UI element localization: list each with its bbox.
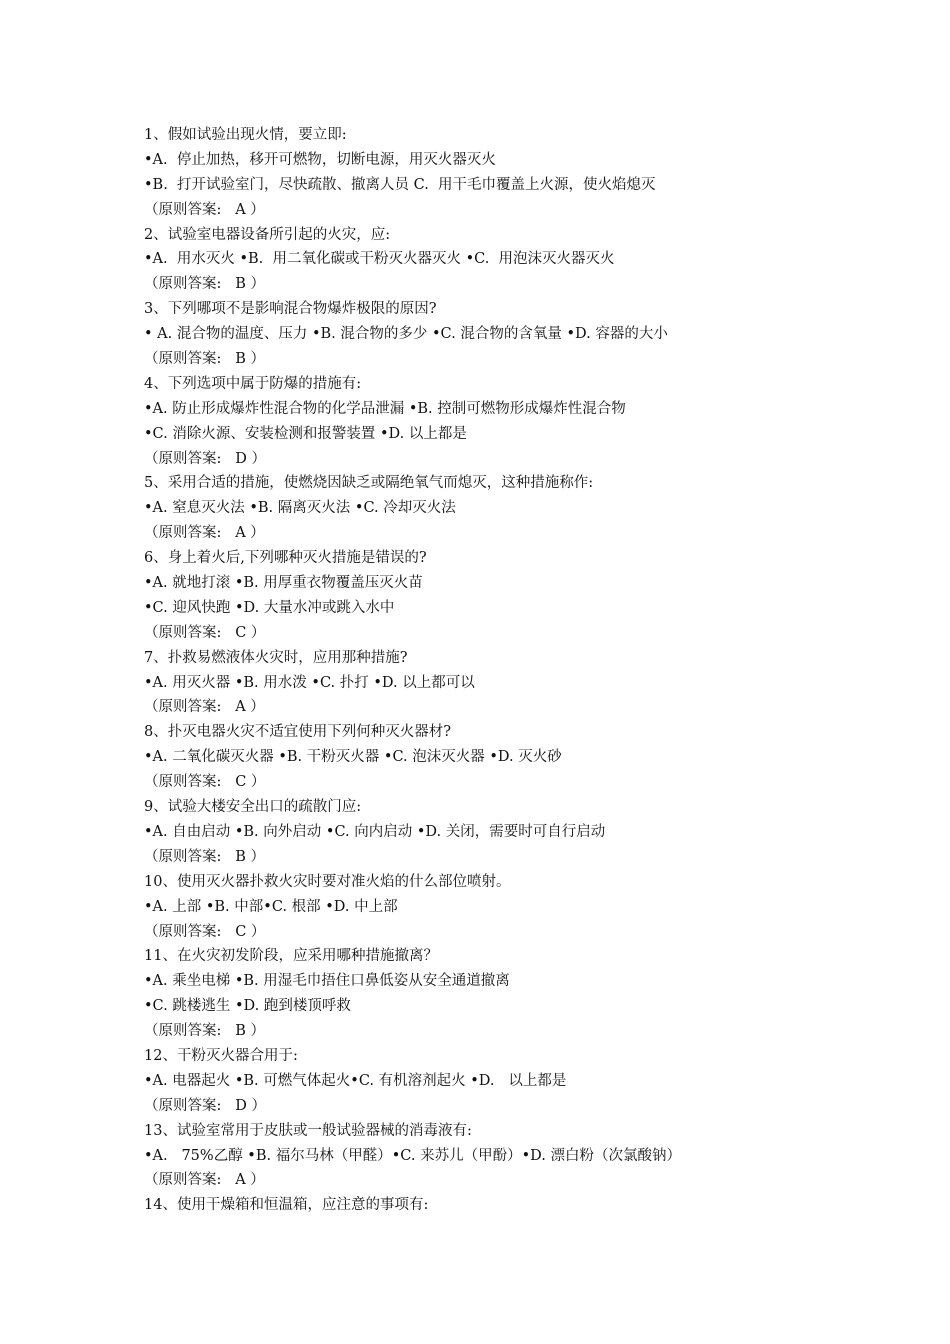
question-11-answer: （原则答案: B ） [144, 1023, 265, 1040]
question-3-options: • A. 混合物的温度、压力 •B. 混合物的多少 •C. 混合物的含氧量 •D. 容器的大小 [144, 326, 668, 343]
question-13-answer: （原则答案: A ） [144, 1172, 265, 1189]
question-5-answer: （原则答案: A ） [144, 525, 265, 542]
question-6-answer: （原则答案: C ） [144, 624, 266, 641]
question-4-options-a-b: •A. 防止形成爆炸性混合物的化学品泄漏 •B. 控制可燃物形成爆炸性混合物 [144, 400, 626, 417]
question-1-answer: （原则答案: A ） [144, 201, 265, 218]
quiz-content [144, 123, 844, 1218]
question-11: 11、在火灾初发阶段，应采用哪种措施撤离？ [144, 948, 438, 965]
question-8-answer: （原则答案: C ） [144, 774, 266, 791]
question-9: 9、试验大楼安全出口的疏散门应: [144, 799, 362, 816]
question-12-options: •A. 电器起火 •B. 可燃气体起火•C. 有机溶剂起火 •D. 以上都是 [144, 1072, 567, 1089]
question-7-answer: （原则答案: A ） [144, 699, 265, 716]
question-4-answer: （原则答案: D ） [144, 450, 266, 467]
question-7-options: •A. 用灭火器 •B. 用水泼 •C. 扑打 •D. 以上都可以 [144, 674, 475, 691]
question-4-options-c-d: •C. 消除火源、安装检测和报警装置 •D. 以上都是 [144, 425, 467, 442]
question-7: 7、扑救易燃液体火灾时，应用那种措施? [144, 649, 408, 666]
question-4: 4、下列选项中属于防爆的措施有: [144, 375, 362, 392]
question-1: 1、假如试验出现火情，要立即: [144, 127, 347, 143]
question-13: 13、试验室常用于皮肤或一般试验器械的消毒液有: [144, 1122, 472, 1139]
question-10: 10、使用灭火器扑救火灾时要对准火焰的什么部位喷射。 [144, 873, 511, 890]
question-14: 14、使用干燥箱和恒温箱，应注意的事项有: [144, 1197, 429, 1214]
question-3: 3、下列哪项不是影响混合物爆炸极限的原因? [144, 301, 437, 318]
question-13-options: •A. 75%乙醇 •B. 福尔马林（甲醛）•C. 来苏儿（甲酚）•D. 漂白粉（次氯酸钠） [144, 1147, 681, 1164]
question-6-options-a-b: •A. 就地打滚 •B. 用厚重衣物覆盖压灭火苗 [144, 575, 423, 592]
question-8-options: •A. 二氧化碳灭火器 •B. 干粉灭火器 •C. 泡沫灭火器 •D. 灭火砂 [144, 749, 562, 766]
question-3-answer: （原则答案: B ） [144, 351, 265, 368]
question-1-option-a: •A. 停止加热，移开可燃物，切断电源，用灭火器灭火 [144, 151, 496, 168]
question-8: 8、扑灭电器火灾不适宜使用下列何种灭火器材? [144, 724, 451, 741]
question-10-options: •A. 上部 •B. 中部•C. 根部 •D. 中上部 [144, 898, 398, 915]
question-9-answer: （原则答案: B ） [144, 848, 265, 865]
question-12: 12、干粉灭火器合用于: [144, 1047, 298, 1064]
question-9-options: •A. 自由启动 •B. 向外启动 •C. 向内启动 •D. 关闭，需要时可自行启动 [144, 823, 606, 840]
question-10-answer: （原则答案: C ） [144, 923, 266, 940]
question-6: 6、身上着火后,下列哪种灭火措施是错误的? [144, 550, 427, 567]
question-5-options: •A. 窒息灭火法 •B. 隔离灭火法 •C. 冷却灭火法 [144, 500, 456, 517]
question-2-answer: （原则答案: B ） [144, 276, 265, 293]
question-12-answer: （原则答案: D ） [144, 1097, 266, 1114]
question-5: 5、采用合适的措施，使燃烧因缺乏或隔绝氧气而熄灭，这种措施称作: [144, 475, 594, 492]
question-11-options-a-b: •A. 乘坐电梯 •B. 用湿毛巾捂住口鼻低姿从安全通道撤离 [144, 973, 510, 990]
question-2: 2、试验室电器设备所引起的火灾，应: [144, 226, 391, 243]
question-6-options-c-d: •C. 迎风快跑 •D. 大量水冲或跳入水中 [144, 599, 395, 616]
question-11-options-c-d: •C. 跳楼逃生 •D. 跑到楼顶呼救 [144, 998, 351, 1015]
question-1-options-b-c: •B. 打开试验室门，尽快疏散、撤离人员 C. 用干毛巾覆盖上火源，使火焰熄灭 [144, 176, 656, 193]
question-2-options: •A. 用水灭火 •B. 用二氧化碳或干粉灭火器灭火 •C. 用泡沫灭火器灭火 [144, 251, 615, 268]
